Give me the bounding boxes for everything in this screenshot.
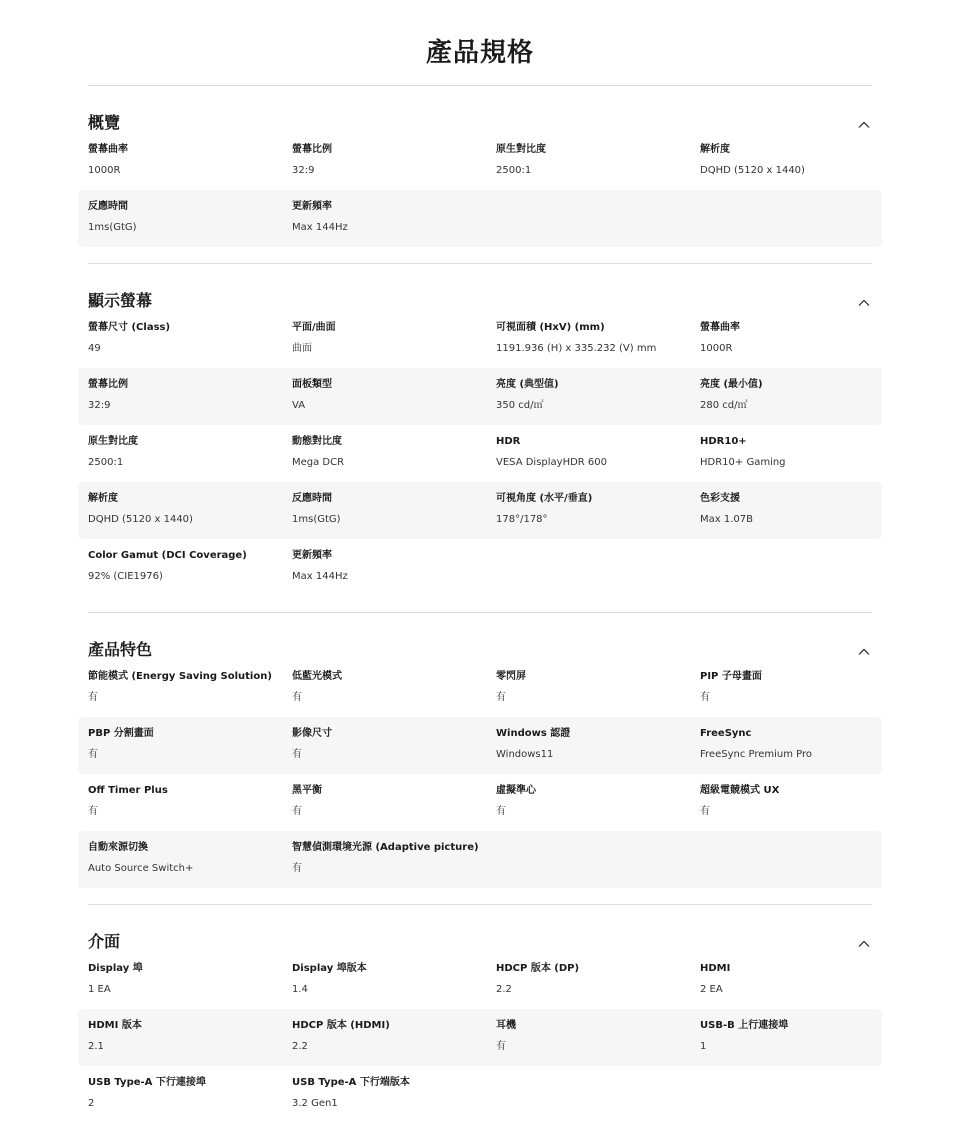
section-header[interactable] — [88, 264, 872, 313]
spec-label: 解析度 — [700, 144, 730, 155]
spec-item — [88, 670, 292, 709]
spec-value: FreeSync Premium Pro — [700, 749, 813, 760]
spec-label: Color Gamut (DCI Coverage) — [88, 550, 247, 561]
spec-label: USB Type-A 下行連接埠 — [88, 1077, 206, 1088]
spec-value: 2500:1 — [88, 457, 124, 468]
spec-item — [88, 492, 292, 531]
spec-value: 2.2 — [292, 1041, 308, 1052]
page-title: 產品規格 — [425, 38, 534, 68]
spec-label: 影像尺寸 — [292, 728, 332, 739]
spec-row — [78, 425, 882, 482]
spec-value: 3.2 Gen1 — [292, 1098, 338, 1109]
spec-value: 32:9 — [292, 165, 315, 176]
section-title: 介面 — [88, 932, 121, 951]
spec-section — [88, 612, 872, 904]
spec-label: PIP 子母畫面 — [700, 671, 762, 682]
spec-row — [78, 482, 882, 539]
spec-row — [78, 1009, 882, 1066]
spec-value: Max 144Hz — [292, 571, 348, 582]
spec-item — [88, 1019, 292, 1058]
spec-item — [496, 670, 700, 709]
spec-label: 更新頻率 — [292, 201, 332, 212]
spec-section — [88, 263, 872, 612]
chevron-up-icon[interactable] — [858, 938, 870, 950]
spec-row — [78, 774, 882, 831]
spec-value: 1ms(GtG) — [88, 222, 137, 233]
spec-item — [496, 962, 700, 1001]
spec-item — [700, 670, 892, 709]
spec-row — [78, 539, 882, 596]
spec-item — [292, 962, 496, 1001]
spec-item — [496, 435, 700, 474]
spec-value: 49 — [88, 343, 101, 354]
section-header[interactable] — [88, 905, 872, 954]
spec-item — [496, 492, 700, 531]
spec-value: 有 — [496, 806, 506, 817]
spec-value: 2.2 — [496, 984, 512, 995]
spec-label: 螢幕比例 — [292, 144, 332, 155]
section-header[interactable] — [88, 86, 872, 135]
spec-item — [292, 670, 496, 709]
spec-label: 反應時間 — [292, 493, 332, 504]
chevron-up-icon[interactable] — [858, 297, 870, 309]
spec-label: 節能模式 (Energy Saving Solution) — [88, 671, 272, 682]
spec-row — [78, 662, 882, 717]
spec-item — [496, 784, 700, 823]
section-title: 概覽 — [88, 113, 121, 132]
spec-value: 1000R — [88, 165, 121, 176]
spec-item — [292, 549, 496, 588]
spec-value: VA — [292, 400, 306, 411]
spec-label: 更新頻率 — [292, 550, 332, 561]
spec-value: DQHD (5120 x 1440) — [88, 514, 193, 525]
spec-label: Off Timer Plus — [88, 785, 168, 796]
spec-label: 亮度 (典型值) — [496, 379, 559, 390]
spec-item — [292, 321, 496, 360]
spec-value: 280 cd/㎡ — [700, 400, 748, 411]
spec-label: 色彩支援 — [700, 493, 740, 504]
spec-sections — [0, 85, 960, 1123]
spec-row — [78, 954, 882, 1009]
spec-label: 螢幕曲率 — [88, 144, 128, 155]
spec-label: HDMI 版本 — [88, 1020, 142, 1031]
spec-value: 有 — [700, 692, 710, 703]
spec-value: 有 — [292, 692, 302, 703]
spec-value: 1191.936 (H) x 335.232 (V) mm — [496, 343, 657, 354]
spec-item — [292, 784, 496, 823]
spec-label: 可視角度 (水平/垂直) — [496, 493, 593, 504]
spec-value: 有 — [88, 692, 98, 703]
spec-section — [88, 904, 872, 1123]
spec-value: 有 — [292, 806, 302, 817]
spec-value: 350 cd/㎡ — [496, 400, 544, 411]
spec-label: 動態對比度 — [292, 436, 342, 447]
spec-value: 178°/178° — [496, 514, 548, 525]
spec-value: 92% (CIE1976) — [88, 571, 163, 582]
spec-item — [292, 492, 496, 531]
spec-item — [88, 1076, 292, 1115]
spec-item — [496, 321, 700, 360]
spec-label: 亮度 (最小值) — [700, 379, 763, 390]
spec-value: DQHD (5120 x 1440) — [700, 165, 805, 176]
spec-label: 平面/曲面 — [292, 322, 336, 333]
spec-label: FreeSync — [700, 728, 752, 739]
spec-value: 曲面 — [292, 343, 312, 354]
spec-label: Display 埠 — [88, 963, 143, 974]
spec-label: 原生對比度 — [88, 436, 138, 447]
spec-item — [88, 378, 292, 417]
spec-label: 可視面積 (HxV) (mm) — [496, 322, 605, 333]
spec-label: 解析度 — [88, 493, 118, 504]
spec-item — [700, 321, 892, 360]
spec-label: 螢幕尺寸 (Class) — [88, 322, 171, 333]
spec-label: USB-B 上行連接埠 — [700, 1020, 789, 1031]
spec-label: 智慧偵測環境光源 (Adaptive picture) — [292, 842, 479, 853]
spec-item — [88, 143, 292, 182]
spec-item — [700, 143, 892, 182]
spec-item — [700, 962, 892, 1001]
spec-item — [292, 435, 496, 474]
spec-label: 反應時間 — [88, 201, 128, 212]
spec-label: 低藍光模式 — [292, 671, 342, 682]
spec-item — [292, 378, 496, 417]
chevron-up-icon[interactable] — [858, 119, 870, 131]
spec-value: 2 EA — [700, 984, 723, 995]
spec-item — [88, 784, 292, 823]
spec-item — [88, 727, 292, 766]
spec-item — [292, 143, 496, 182]
spec-label: 面板類型 — [292, 379, 332, 390]
spec-item — [700, 378, 892, 417]
spec-label: HDR — [496, 436, 521, 447]
spec-label: 耳機 — [496, 1020, 516, 1031]
spec-row — [78, 717, 882, 774]
spec-value: Mega DCR — [292, 457, 345, 468]
spec-item — [292, 200, 496, 239]
spec-value: 1 EA — [88, 984, 111, 995]
spec-item — [88, 962, 292, 1001]
spec-label: 原生對比度 — [496, 144, 546, 155]
chevron-up-icon[interactable] — [858, 646, 870, 658]
spec-label: 虛擬準心 — [496, 785, 536, 796]
spec-value: HDR10+ Gaming — [700, 457, 786, 468]
spec-label: HDMI — [700, 963, 731, 974]
spec-label: 超級電競模式 UX — [700, 785, 780, 796]
spec-value: 1 — [700, 1041, 707, 1052]
spec-item — [292, 1019, 496, 1058]
spec-label: Windows 認證 — [496, 728, 571, 739]
spec-item — [292, 727, 496, 766]
spec-item — [292, 1076, 496, 1115]
spec-item — [700, 1019, 892, 1058]
section-title: 產品特色 — [88, 640, 153, 659]
spec-value: 2 — [88, 1098, 95, 1109]
spec-row — [78, 135, 882, 190]
spec-label: HDR10+ — [700, 436, 747, 447]
spec-value: 2.1 — [88, 1041, 104, 1052]
spec-label: 螢幕比例 — [88, 379, 128, 390]
spec-row — [78, 368, 882, 425]
spec-item — [88, 549, 292, 588]
spec-value: Windows11 — [496, 749, 554, 760]
spec-item — [700, 727, 892, 766]
section-header[interactable] — [88, 613, 872, 662]
spec-row — [78, 313, 882, 368]
spec-label: PBP 分割畫面 — [88, 728, 154, 739]
spec-item — [700, 784, 892, 823]
spec-value: Max 1.07B — [700, 514, 753, 525]
spec-label: HDCP 版本 (DP) — [496, 963, 580, 974]
spec-value: 1000R — [700, 343, 733, 354]
spec-value: 1.4 — [292, 984, 308, 995]
spec-section — [88, 85, 872, 263]
spec-item — [292, 841, 496, 880]
spec-value: 有 — [88, 749, 98, 760]
spec-label: Display 埠版本 — [292, 963, 367, 974]
spec-row — [78, 190, 882, 247]
spec-item — [88, 841, 292, 880]
spec-label: USB Type-A 下行端版本 — [292, 1077, 410, 1088]
spec-label: 零閃屏 — [496, 671, 526, 682]
spec-value: Max 144Hz — [292, 222, 348, 233]
spec-value: 有 — [496, 1041, 506, 1052]
spec-item — [496, 143, 700, 182]
spec-item — [88, 321, 292, 360]
spec-value: 2500:1 — [496, 165, 532, 176]
spec-item — [496, 727, 700, 766]
spec-label: 自動來源切換 — [88, 842, 148, 853]
spec-item — [496, 1019, 700, 1058]
spec-value: Auto Source Switch+ — [88, 863, 194, 874]
spec-value: 有 — [700, 806, 710, 817]
spec-label: 黑平衡 — [292, 785, 322, 796]
spec-value: VESA DisplayHDR 600 — [496, 457, 608, 468]
section-title: 顯示螢幕 — [88, 291, 153, 310]
spec-value: 有 — [292, 749, 302, 760]
spec-row — [78, 831, 882, 888]
spec-value: 有 — [496, 692, 506, 703]
spec-value: 有 — [88, 806, 98, 817]
spec-value: 32:9 — [88, 400, 111, 411]
spec-value: 1ms(GtG) — [292, 514, 341, 525]
spec-label: 螢幕曲率 — [700, 322, 740, 333]
spec-label: HDCP 版本 (HDMI) — [292, 1020, 390, 1031]
spec-item — [700, 435, 892, 474]
spec-row — [78, 1066, 882, 1123]
spec-item — [88, 200, 292, 239]
spec-item — [88, 435, 292, 474]
spec-item — [700, 492, 892, 531]
spec-item — [496, 378, 700, 417]
spec-value: 有 — [292, 863, 302, 874]
